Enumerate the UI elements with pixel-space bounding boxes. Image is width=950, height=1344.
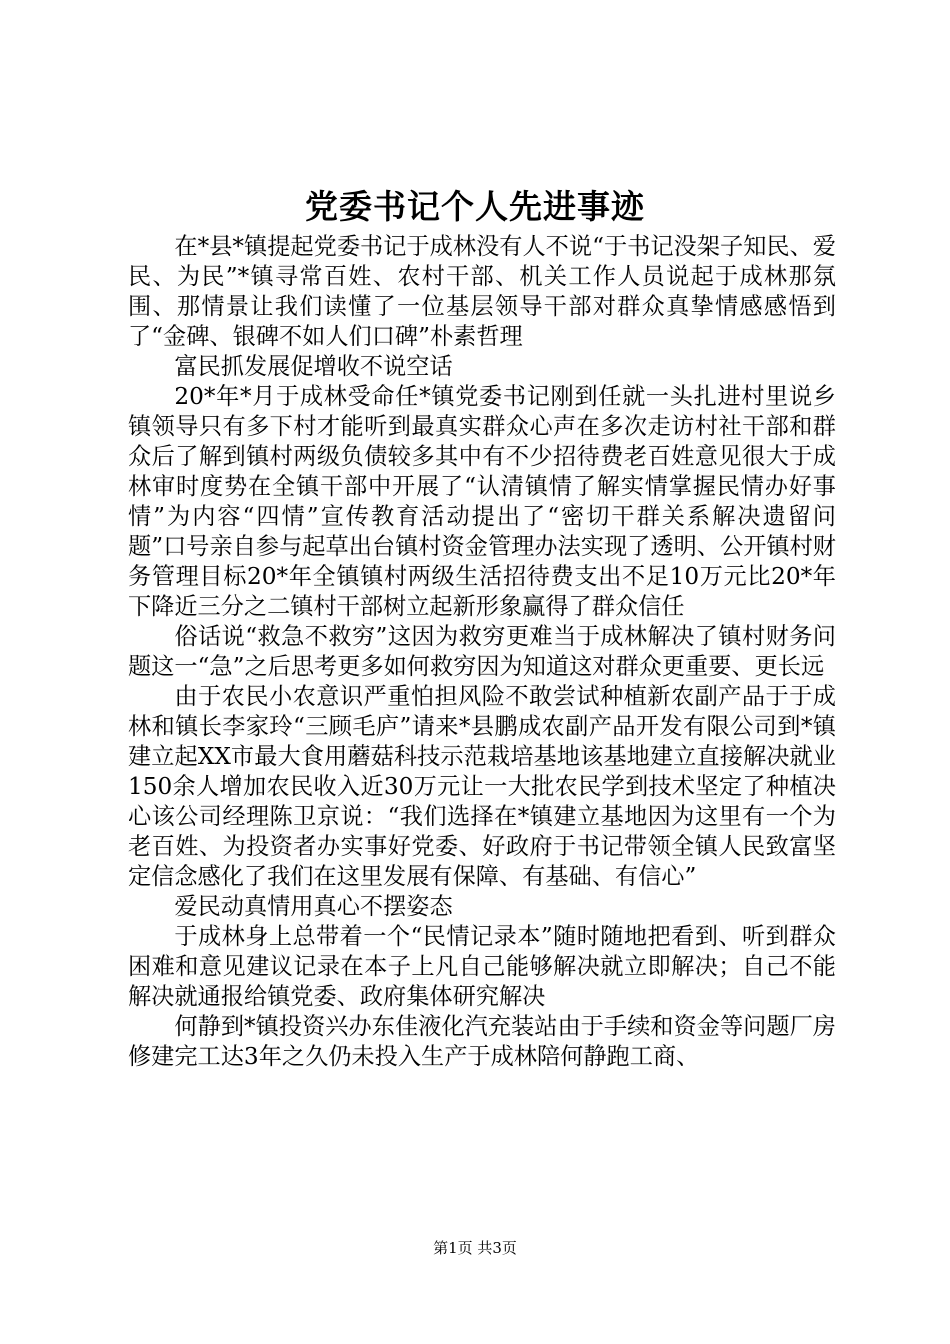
section-heading: 富民抓发展促增收不说空话 [174,353,453,380]
paragraph: 20*年*月于成林受命任*镇党委书记刚到任就一头扎进村里说乡镇领导只有多下村才能听到最真实群众心声在多次走访村社干部和群众后了解到镇村两级负债较多其中有不少招待费老百姓意见很大于成林审时度势在全镇干部中开展了“认清镇情了解实情掌握民情办好事情”为内容“四情”宣传教育活动提出了“密切干群关系解决遗留问题”口号亲自参与起草出台镇村资金管理办法实现了透明、公开镇村财务管理目标20*年全镇镇村两级生活招待费支出不足10万元比20*年下降近三分之二镇村干部树立起新形象赢得了群众信任 [128,383,836,620]
paragraph: 在*县*镇提起党委书记于成林没有人不说“于书记没架子知民、爱民、为民”*镇寻常百姓、农村干部、机关工作人员说起于成林那氛围、那情景让我们读懂了一位基层领导干部对群众真挚情感感悟到了“金碑、银碑不如人们口碑”朴素哲理 [128,233,836,350]
page-footer: 第1页 共3页 [433,1239,517,1257]
section-heading: 爱民动真情用真心不摆姿态 [174,893,453,920]
paragraph: 何静到*镇投资兴办东佳液化汽充装站由于手续和资金等问题厂房修建完工达3年之久仍未投入生产于成林陪何静跑工商、 [128,1013,836,1070]
paragraph: 由于农民小农意识严重怕担风险不敢尝试种植新农副产品于于成林和镇长李家玲“三顾毛庐”请来*县鹏成农副产品开发有限公司到*镇建立起XX市最大食用蘑菇科技示范栽培基地该基地建立直接解决就业150余人增加农民收入近30万元让一大批农民学到技术坚定了种植决心该公司经理陈卫京说：“我们选择在*镇建立基地因为这里有一个为老百姓、为投资者办实事好党委、好政府于书记带领全镇人民致富坚定信念感化了我们在这里发展有保障、有基础、有信心” [128,683,836,890]
document-title: 党委书记个人先进事迹 [305,187,645,226]
document-body [128,232,836,1072]
paragraph: 于成林身上总带着一个“民情记录本”随时随地把看到、听到群众困难和意见建议记录在本子上凡自己能够解决就立即解决；自己不能解决就通报给镇党委、政府集体研究解决 [128,923,836,1010]
paragraph: 俗话说“救急不救穷”这因为救穷更难当于成林解决了镇村财务问题这一“急”之后思考更多如何救穷因为知道这对群众更重要、更长远 [128,623,836,680]
